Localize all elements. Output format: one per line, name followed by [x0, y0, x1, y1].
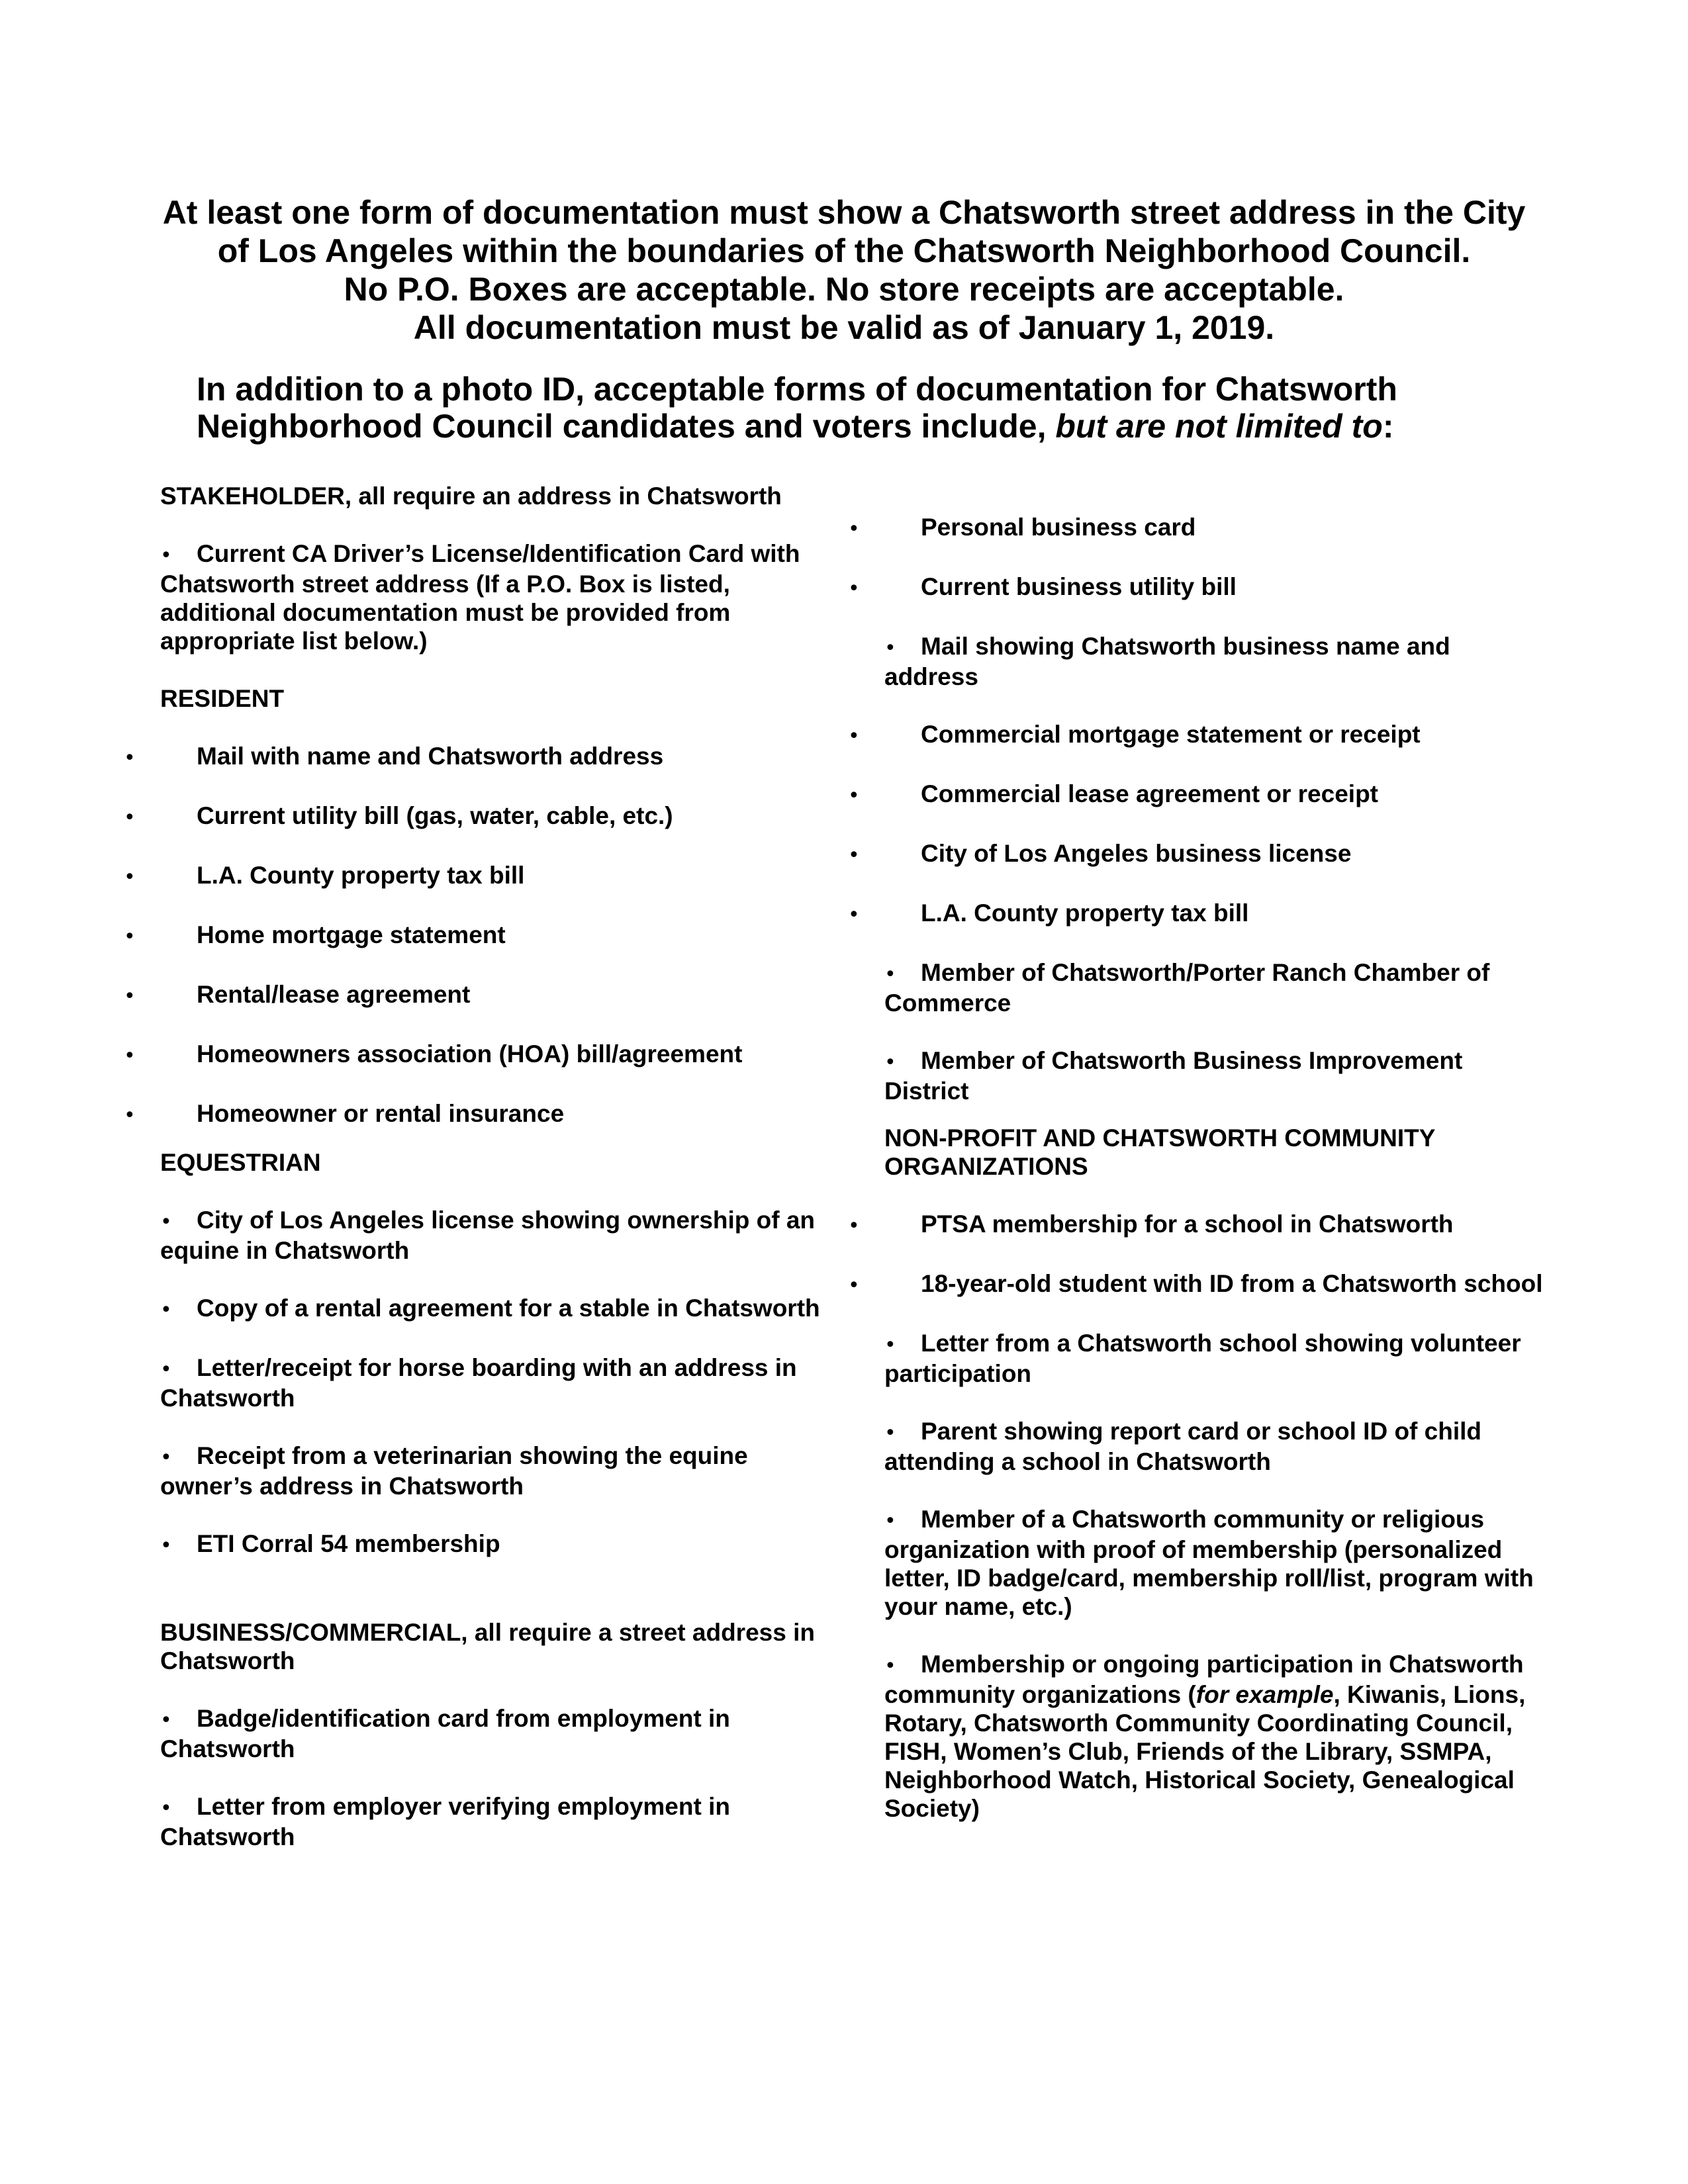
- bullet-icon: [884, 720, 921, 751]
- bullet-icon: [160, 539, 197, 570]
- bullet-icon: [884, 1505, 921, 1535]
- notice-line-2: of Los Angeles within the boundaries of the Chatsworth Neighborhood Council.: [217, 232, 1471, 269]
- nonprofit-heading: NON-PROFIT AND CHATSWORTH COMMUNITY ORGANIZATIONS: [884, 1124, 1435, 1180]
- list-item-text: Member of Chatsworth/Porter Ranch Chamber of Commerce: [884, 959, 1490, 1017]
- bullet-icon: [884, 1269, 921, 1300]
- bullet-icon: [160, 1294, 197, 1324]
- list-item: [884, 513, 1546, 543]
- resident-heading: RESIDENT: [160, 685, 285, 712]
- list-item-text: Commercial mortgage statement or receipt: [921, 721, 1421, 748]
- business-list-left: [160, 1704, 835, 1851]
- list-item: [160, 742, 835, 772]
- list-item: [160, 1353, 835, 1412]
- list-item-text: L.A. County property tax bill: [921, 899, 1249, 927]
- bullet-icon: [160, 1099, 197, 1130]
- bullet-icon: [160, 1441, 197, 1472]
- list-item-text: Member of a Chatsworth community or religious organization with proof of membership (personalized letter, ID badge/card, membership roll/list, program with your name, etc.): [884, 1506, 1534, 1620]
- list-item: [160, 1792, 835, 1851]
- bullet-icon: [884, 1417, 921, 1447]
- bullet-icon: [160, 921, 197, 951]
- list-item-text: Homeowner or rental insurance: [197, 1100, 565, 1127]
- intro-emphasis: but are not limited to: [1055, 408, 1383, 445]
- list-item-text: Current utility bill (gas, water, cable, etc.): [197, 802, 673, 829]
- notice-line-3: No P.O. Boxes are acceptable. No store receipts are acceptable.: [344, 271, 1344, 308]
- list-item-text: City of Los Angeles license showing ownership of an equine in Chatsworth: [160, 1206, 816, 1264]
- list-item-text: Mail with name and Chatsworth address: [197, 743, 664, 770]
- list-item-text: Badge/identification card from employment in Chatsworth: [160, 1705, 730, 1762]
- list-item-emphasis: for example: [1196, 1681, 1334, 1708]
- right-column: [884, 513, 1546, 1852]
- list-item: [884, 572, 1546, 603]
- stakeholder-heading: STAKEHOLDER, all require an address in Chatsworth: [160, 482, 782, 510]
- notice-heading: [159, 193, 1529, 347]
- list-item: [160, 1294, 835, 1324]
- list-item-text: Rental/lease agreement: [197, 981, 471, 1008]
- bullet-icon: [884, 1210, 921, 1240]
- bullet-icon: [884, 839, 921, 870]
- list-item: [884, 1417, 1546, 1476]
- list-item: [884, 720, 1546, 751]
- stakeholder-list: [160, 539, 835, 655]
- list-item-text-end: , Kiwanis, Lions, Rotary, Chatsworth Community Coordinating Council, FISH, Women’s Club, Friends of the Library, SSMPA, Neighborhood Watch, Historical Society, Genealogical Society): [884, 1681, 1526, 1822]
- list-item: [884, 1650, 1546, 1823]
- bullet-icon: [160, 1529, 197, 1560]
- list-item: [160, 980, 835, 1011]
- notice-line-1: At least one form of documentation must show a Chatsworth street address in the City: [162, 194, 1526, 231]
- intro-line-2-text: Neighborhood Council candidates and voters include,: [197, 408, 1056, 445]
- bullet-icon: [884, 632, 921, 662]
- list-item: [884, 1329, 1546, 1388]
- left-column: [160, 482, 835, 1880]
- bullet-icon: [160, 1206, 197, 1236]
- list-item-text: Copy of a rental agreement for a stable in Chatsworth: [197, 1295, 820, 1322]
- list-item: [884, 780, 1546, 810]
- list-item: [160, 921, 835, 951]
- list-item: [160, 1040, 835, 1070]
- bullet-icon: [160, 861, 197, 891]
- list-item: [884, 1210, 1546, 1240]
- bullet-icon: [160, 742, 197, 772]
- equestrian-heading: EQUESTRIAN: [160, 1149, 321, 1176]
- list-item: [884, 1046, 1546, 1105]
- equestrian-list: [160, 1206, 835, 1560]
- intro-colon: :: [1382, 408, 1394, 445]
- list-item-text: L.A. County property tax bill: [197, 862, 525, 889]
- list-item: [160, 1704, 835, 1763]
- list-item: [884, 1505, 1546, 1621]
- list-item-text: 18-year-old student with ID from a Chatsworth school: [921, 1270, 1543, 1297]
- bullet-icon: [160, 1353, 197, 1384]
- list-item: [160, 861, 835, 891]
- intro-line-2: [197, 408, 1521, 445]
- list-item: [160, 1206, 835, 1265]
- list-item-text: Mail showing Chatsworth business name and address: [884, 633, 1450, 690]
- list-item-text: Membership or ongoing participation in Chatsworth community organizations (: [884, 1651, 1524, 1708]
- bullet-icon: [160, 1040, 197, 1070]
- bullet-icon: [884, 958, 921, 989]
- list-item: [160, 1441, 835, 1500]
- bullet-icon: [884, 513, 921, 543]
- list-item-text: Current business utility bill: [921, 573, 1237, 600]
- list-item-text: Current CA Driver’s License/Identification Card with Chatsworth street address (If a P.O. Box is listed, additional documentation must be provided from appropriate list below.): [160, 540, 800, 655]
- list-item-text: Member of Chatsworth Business Improvement District: [884, 1047, 1463, 1105]
- list-item-text: Letter from a Chatsworth school showing volunteer participation: [884, 1330, 1521, 1387]
- bullet-icon: [884, 1650, 921, 1680]
- list-item: [884, 632, 1546, 691]
- business-heading: BUSINESS/COMMERCIAL, all require a street address in Chatsworth: [160, 1619, 815, 1674]
- list-item-text: Homeowners association (HOA) bill/agreement: [197, 1040, 743, 1068]
- list-item: [884, 899, 1546, 929]
- bullet-icon: [884, 780, 921, 810]
- bullet-icon: [160, 1792, 197, 1823]
- list-item: [160, 539, 835, 655]
- list-item-text: City of Los Angeles business license: [921, 840, 1352, 867]
- list-item-text: ETI Corral 54 membership: [197, 1530, 500, 1557]
- list-item: [884, 839, 1546, 870]
- list-item-text: Home mortgage statement: [197, 921, 506, 948]
- bullet-icon: [884, 1046, 921, 1077]
- bullet-icon: [160, 980, 197, 1011]
- list-item: [884, 1269, 1546, 1300]
- nonprofit-list: [884, 1210, 1546, 1823]
- bullet-icon: [884, 1329, 921, 1359]
- list-item: [160, 1099, 835, 1130]
- list-item: [884, 958, 1546, 1017]
- list-item-text: Letter from employer verifying employment in Chatsworth: [160, 1793, 730, 1850]
- list-item-text: Parent showing report card or school ID of child attending a school in Chatsworth: [884, 1418, 1481, 1475]
- list-item: [160, 801, 835, 832]
- list-item-text: PTSA membership for a school in Chatsworth: [921, 1210, 1454, 1238]
- intro-statement: [197, 371, 1521, 445]
- notice-line-4: All documentation must be valid as of January 1, 2019.: [413, 309, 1275, 346]
- intro-line-1: In addition to a photo ID, acceptable forms of documentation for Chatsworth: [197, 371, 1397, 408]
- resident-list: [160, 742, 835, 1130]
- list-item-text: Receipt from a veterinarian showing the equine owner’s address in Chatsworth: [160, 1442, 748, 1500]
- bullet-icon: [884, 899, 921, 929]
- list-item-text: Personal business card: [921, 514, 1196, 541]
- list-item-text: Commercial lease agreement or receipt: [921, 780, 1378, 807]
- bullet-icon: [160, 801, 197, 832]
- business-list-right: [884, 513, 1546, 1105]
- bullet-icon: [884, 572, 921, 603]
- list-item-text: Letter/receipt for horse boarding with an address in Chatsworth: [160, 1354, 797, 1412]
- bullet-icon: [160, 1704, 197, 1735]
- list-item: [160, 1529, 835, 1560]
